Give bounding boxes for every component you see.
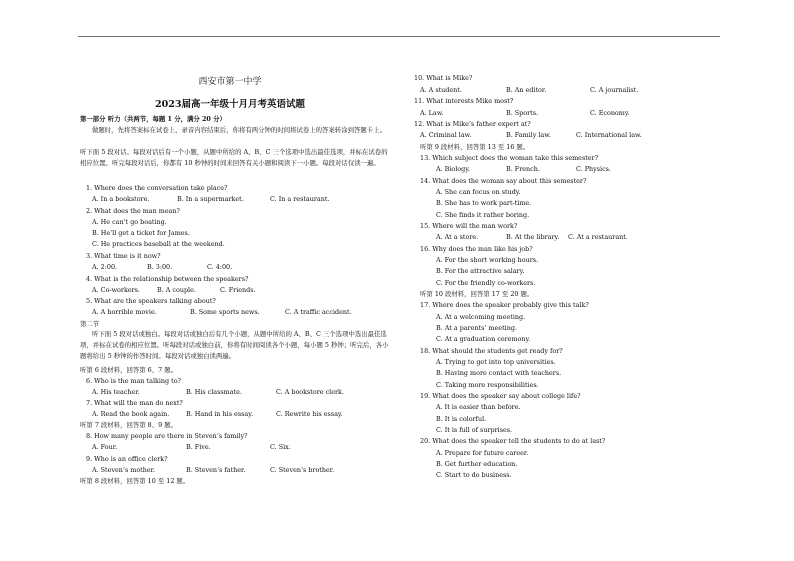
q15-option-b[interactable]: B. At the library. — [506, 233, 560, 241]
q18-option-c[interactable]: C. Taking more responsibilities. — [436, 381, 539, 389]
question-10: 10. What is Mike? — [414, 74, 473, 82]
question-3: 3. What time is it now? — [86, 252, 161, 260]
q10-option-b[interactable]: B. An editor. — [506, 86, 547, 94]
question-18: 18. What should the students get ready for? — [420, 347, 563, 355]
question-4: 4. What is the relationship between the speakers? — [86, 275, 249, 283]
question-7: 7. What will the man do next? — [86, 399, 183, 407]
question-19: 19. What does the speaker say about college life? — [420, 392, 581, 400]
note-material-7: 听第 7 段材料，回答第 8、9 题。 — [80, 421, 178, 429]
school-title: 西安市第一中学 — [198, 77, 262, 87]
q12-option-c[interactable]: C. International law. — [576, 131, 642, 139]
q16-option-a[interactable]: A. For the short working hours. — [436, 256, 539, 264]
question-12: 12. What is Mike’s father expert at? — [414, 120, 531, 128]
q6-option-a[interactable]: A. His teacher. — [92, 388, 140, 396]
question-20: 20. What does the speaker tell the students to do at last? — [420, 437, 606, 445]
question-1: 1. Where does the conversation take place? — [86, 184, 228, 192]
q15-option-a[interactable]: A. At a store. — [436, 233, 479, 241]
q9-option-b[interactable]: B. Steven’s father. — [186, 466, 246, 474]
section2-title: 第二节 — [80, 320, 100, 328]
q5-option-a[interactable]: A. A horrible movie. — [92, 308, 157, 316]
q14-option-b[interactable]: B. She has to work part-time. — [436, 199, 532, 207]
question-16: 16. Why does the man like his job? — [420, 245, 533, 253]
q4-option-b[interactable]: B. A couple. — [157, 286, 196, 294]
q13-option-a[interactable]: A. Biology. — [436, 165, 471, 173]
question-9: 9. Who is an office clerk? — [86, 455, 168, 463]
q6-option-b[interactable]: B. His classmate. — [186, 388, 242, 396]
q19-option-c[interactable]: C. It is full of surprises. — [436, 426, 513, 434]
q10-option-a[interactable]: A. A student. — [420, 86, 462, 94]
q20-option-b[interactable]: B. Get further education. — [436, 460, 518, 468]
q17-option-b[interactable]: B. At a parents’ meeting. — [436, 324, 517, 332]
q2-option-c[interactable]: C. He practices baseball at the weekend. — [92, 240, 225, 248]
q16-option-c[interactable]: C. For the friendly co-workers. — [436, 279, 536, 287]
q8-option-b[interactable]: B. Five. — [186, 443, 211, 451]
question-17: 17. Where does the speaker probably give this talk? — [420, 301, 589, 309]
question-5: 5. What are the speakers talking about? — [86, 297, 216, 305]
note-material-9: 听第 9 段材料，回答第 13 至 16 题。 — [420, 143, 530, 151]
q12-option-b[interactable]: B. Family law. — [506, 131, 551, 139]
q6-option-c[interactable]: C. A bookstore clerk. — [276, 388, 344, 396]
question-8: 8. How many people are there in Steven’s family? — [86, 432, 248, 440]
top-rule — [78, 36, 720, 37]
q18-option-b[interactable]: B. Having more contact with teachers. — [436, 369, 562, 377]
exam-title: 2023届高一年级十月月考英语试题 — [155, 99, 305, 110]
q4-option-c[interactable]: C. Friends. — [220, 286, 256, 294]
question-14: 14. What does the woman say about this semester? — [420, 177, 587, 185]
q3-option-c[interactable]: C. 4:00. — [207, 263, 233, 271]
q14-option-c[interactable]: C. She finds it rather boring. — [436, 211, 530, 219]
section1-intro: 听下面 5 段对话。每段对话后有一个小题，从题中所给的 A、B、C 三个选项中选出最佳选项，并标在试卷的相应位置。听完每段对话后，你都有 10 秒钟的时间来回答有关小题和阅读下一小题。每段对话仅读一遍。 — [80, 148, 388, 167]
question-2: 2. What does the man mean? — [86, 207, 180, 215]
q11-option-b[interactable]: B. Sports. — [506, 109, 539, 117]
q13-option-b[interactable]: B. French. — [506, 165, 540, 173]
note-material-10: 听第 10 段材料，回答第 17 至 20 题。 — [420, 290, 534, 298]
q17-option-a[interactable]: A. At a welcoming meeting. — [436, 313, 526, 321]
q11-option-a[interactable]: A. Law. — [420, 109, 444, 117]
note-material-8: 听第 8 段材料，回答第 10 至 12 题。 — [80, 477, 190, 485]
q19-option-b[interactable]: B. It is colorful. — [436, 415, 487, 423]
part1-intro: 做题时，先将答案标在试卷上，录音内容结束后，你将有两分钟的时间将试卷上的答案转涂到答题卡上。 — [92, 126, 386, 134]
part1-heading: 第一部分 听力（共两节，每题 1 分，满分 20 分） — [80, 115, 226, 123]
q3-option-b[interactable]: B. 3:00. — [147, 263, 173, 271]
question-6: 6. Who is the man talking to? — [86, 377, 181, 385]
section2-intro: 听下面 5 段对话或独白。每段对话或独白后有几个小题，从题中所给的 A、B、C 三个选项中选出最佳选项，并标在试卷的相应位置。听每段对话或独白前，你将有时间阅读各个小题，每小题 5 秒钟；听完后，各小题将给出 5 秒钟的作答时间。每段对话或独白读两遍。 — [80, 330, 389, 360]
q5-option-b[interactable]: B. Some sports news. — [190, 308, 260, 316]
q12-option-a[interactable]: A. Criminal law. — [420, 131, 472, 139]
question-11: 11. What interests Mike most? — [414, 97, 514, 105]
q11-option-c[interactable]: C. Economy. — [590, 109, 630, 117]
q13-option-c[interactable]: C. Physics. — [576, 165, 611, 173]
q19-option-a[interactable]: A. It is easier than before. — [436, 403, 521, 411]
q10-option-c[interactable]: C. A journalist. — [590, 86, 639, 94]
q14-option-a[interactable]: A. She can focus on study. — [436, 188, 521, 196]
q3-option-a[interactable]: A. 2:00. — [92, 263, 118, 271]
q7-option-a[interactable]: A. Read the book again. — [92, 410, 170, 418]
q7-option-b[interactable]: B. Hand in his essay. — [186, 410, 253, 418]
question-13: 13. Which subject does the woman take this semester? — [420, 154, 599, 162]
q15-option-c[interactable]: C. At a restaurant. — [568, 233, 628, 241]
q8-option-c[interactable]: C. Six. — [270, 443, 291, 451]
q9-option-a[interactable]: A. Steven’s mother. — [92, 466, 156, 474]
q1-option-c[interactable]: C. In a restaurant. — [270, 195, 330, 203]
q7-option-c[interactable]: C. Rewrite his essay. — [276, 410, 343, 418]
q8-option-a[interactable]: A. Four. — [92, 443, 118, 451]
q20-option-a[interactable]: A. Prepare for future career. — [436, 449, 529, 457]
q2-option-a[interactable]: A. He can’t go boating. — [92, 218, 167, 226]
q2-option-b[interactable]: B. He’ll get a ticket for James. — [92, 229, 190, 237]
q4-option-a[interactable]: A. Co-workers. — [92, 286, 140, 294]
q1-option-a[interactable]: A. In a bookstore. — [92, 195, 150, 203]
q16-option-b[interactable]: B. For the attractive salary. — [436, 267, 525, 275]
q1-option-b[interactable]: B. In a supermarket. — [177, 195, 244, 203]
note-material-6: 听第 6 段材料，回答第 6、7 题。 — [80, 366, 178, 374]
q5-option-c[interactable]: C. A traffic accident. — [285, 308, 352, 316]
q18-option-a[interactable]: A. Trying to get into top universities. — [436, 358, 556, 366]
q9-option-c[interactable]: C. Steven’s brother. — [270, 466, 335, 474]
question-15: 15. Where will the man work? — [420, 222, 518, 230]
q17-option-c[interactable]: C. At a graduation ceremony. — [436, 335, 531, 343]
q20-option-c[interactable]: C. Start to do business. — [436, 471, 512, 479]
